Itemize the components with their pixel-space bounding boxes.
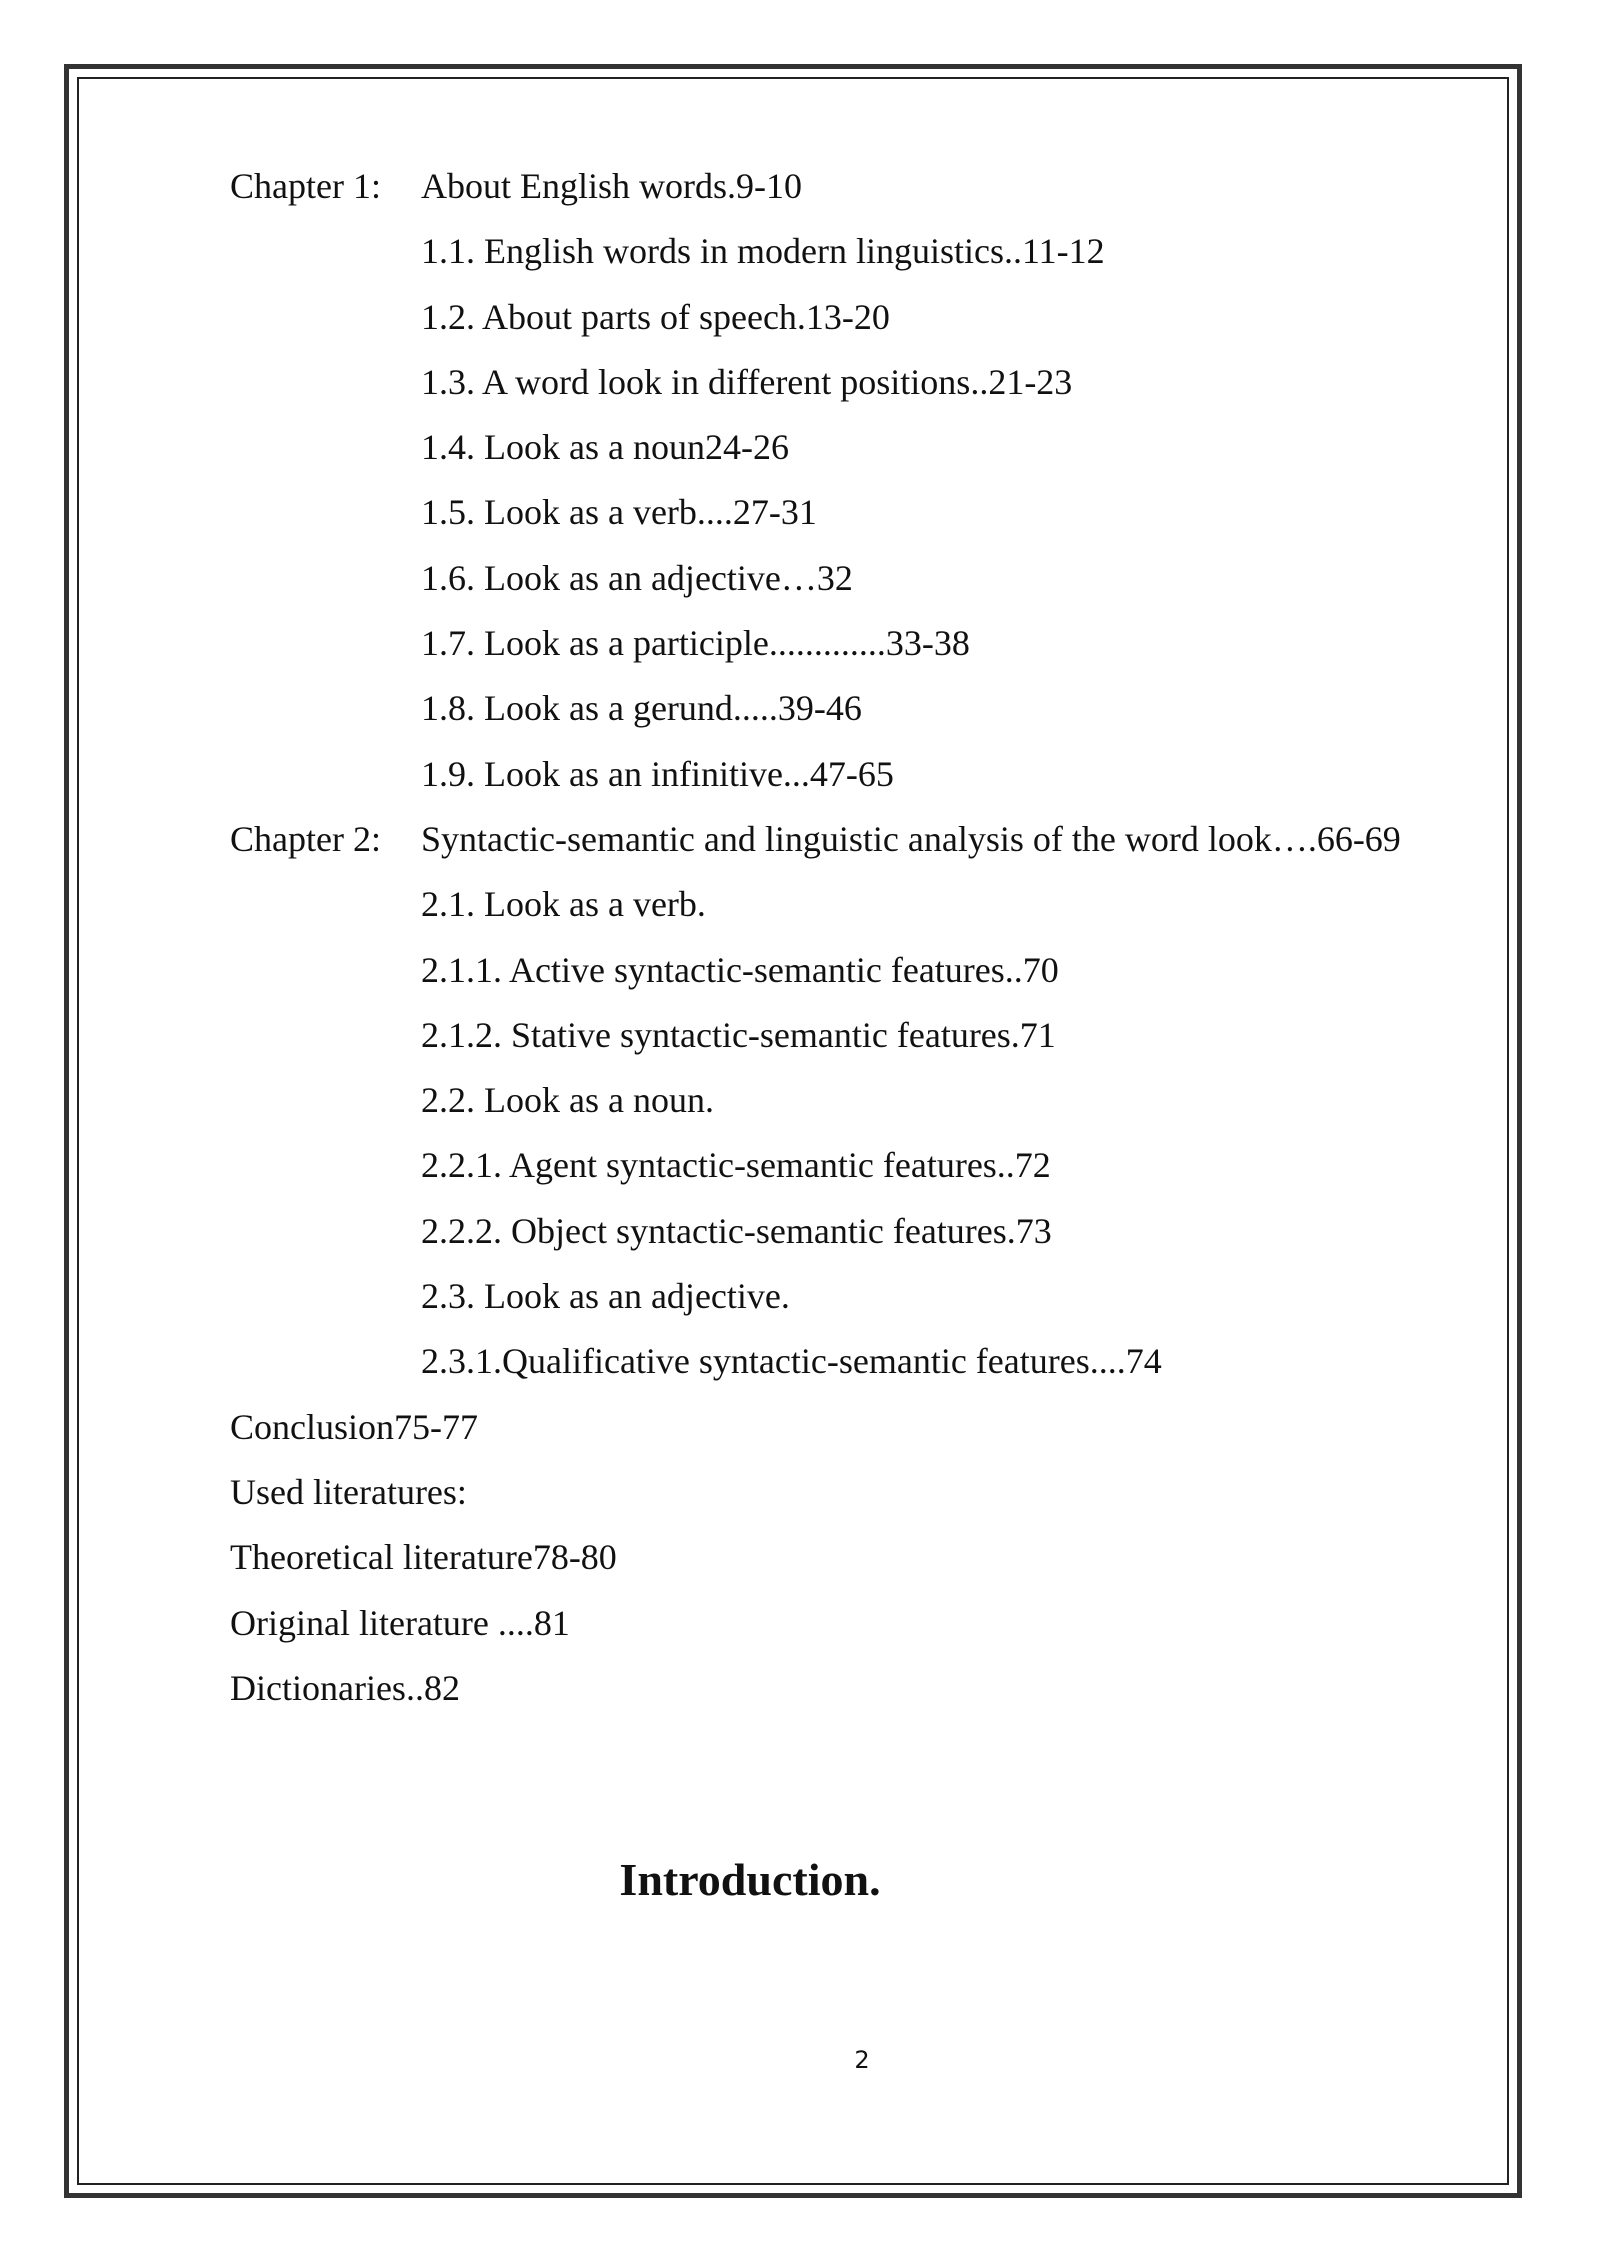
toc-dictionaries: Dictionaries..82	[230, 1667, 460, 1708]
toc-entry-2-2: 2.2. Look as a noun.	[421, 1080, 714, 1121]
toc-entry-1-5: 1.5. Look as a verb....27-31	[421, 492, 817, 533]
toc-entry-1-8: 1.8. Look as a gerund.....39-46	[421, 688, 862, 729]
chapter-1-title: About English words.9-10	[421, 166, 802, 206]
toc-entry-2-1: 2.1. Look as a verb.	[421, 884, 706, 925]
toc-entry-1-2: 1.2. About parts of speech.13-20	[421, 296, 890, 337]
toc-entry-2-1-1: 2.1.1. Active syntactic-semantic features..70	[421, 949, 1059, 990]
toc-entry-1-7: 1.7. Look as a participle.............33-38	[421, 623, 970, 664]
chapter-2-title: Syntactic-semantic and linguistic analysis of the word look….66-69	[421, 818, 1401, 859]
toc-entry-2-2-1: 2.2.1. Agent syntactic-semantic features..72	[421, 1145, 1051, 1186]
toc-chapter-1	[230, 162, 1510, 227]
toc-chapter-2	[230, 815, 1510, 880]
toc-entry-1-3: 1.3. A word look in different positions..21-23	[421, 361, 1073, 402]
toc-original-literature: Original literature ....81	[230, 1602, 570, 1643]
toc-entry-1-1: 1.1. English words in modern linguistics..11-12	[421, 231, 1105, 272]
toc-entry-1-6: 1.6. Look as an adjective…32	[421, 557, 853, 598]
toc-entry-2-3: 2.3. Look as an adjective.	[421, 1276, 790, 1317]
toc-entry-1-4: 1.4. Look as a noun24-26	[421, 427, 789, 468]
chapter-1-label: Chapter 1:	[230, 166, 381, 206]
table-of-contents	[230, 162, 1510, 1729]
chapter-2-label: Chapter 2:	[230, 818, 381, 859]
toc-entry-2-3-1: 2.3.1.Qualificative syntactic-semantic features....74	[421, 1341, 1162, 1382]
toc-theoretical-literature: Theoretical literature78-80	[230, 1537, 617, 1578]
toc-entry-2-1-2: 2.1.2. Stative syntactic-semantic features.71	[421, 1014, 1056, 1055]
toc-used-literatures: Used literatures:	[230, 1471, 467, 1512]
toc-conclusion: Conclusion75-77	[230, 1406, 478, 1447]
page-number: 2	[854, 2046, 870, 2074]
introduction-heading: Introduction.	[619, 1854, 881, 1905]
toc-entry-2-2-2: 2.2.2. Object syntactic-semantic features.73	[421, 1210, 1052, 1251]
toc-entry-1-9: 1.9. Look as an infinitive...47-65	[421, 753, 894, 794]
